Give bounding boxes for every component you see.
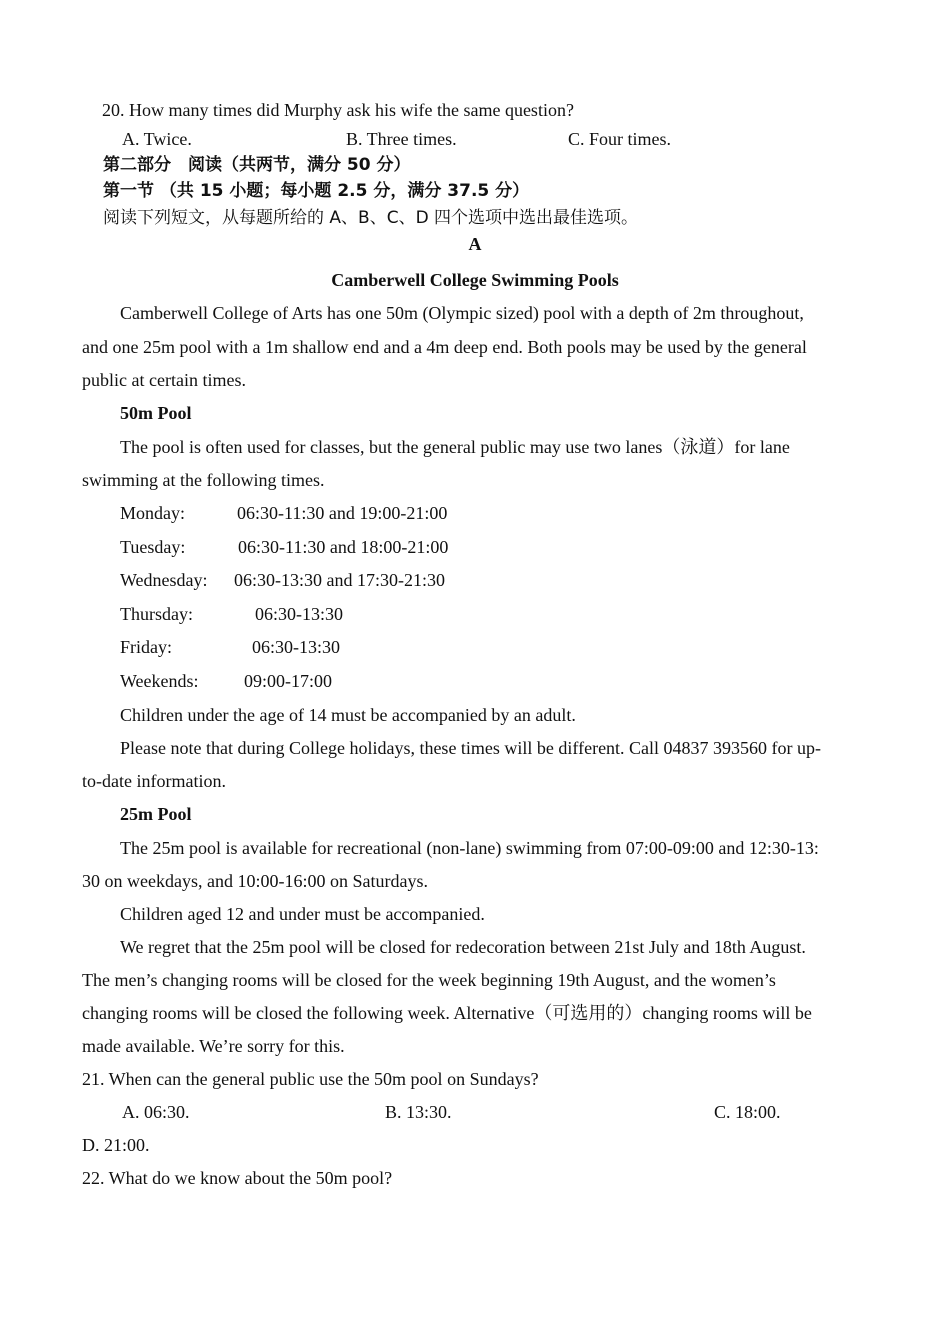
pool50-desc-line: The pool is often used for classes, but the general public may use two lanes（泳道）for lane [120, 437, 790, 457]
schedule-time: 06:30-13:30 [255, 604, 343, 624]
intro-line: and one 25m pool with a 1m shallow end and a 4m deep end. Both pools may be used by the general [82, 337, 807, 357]
q20-option-c: C. Four times. [568, 129, 672, 149]
schedule-day: Weekends: [120, 671, 199, 691]
q20-option-a: A. Twice. [122, 129, 192, 149]
schedule-time: 06:30-13:30 and 17:30-21:30 [234, 570, 445, 590]
passage-title: Camberwell College Swimming Pools [331, 270, 619, 290]
q20-stem: 20. How many times did Murphy ask his wife the same question? [102, 100, 574, 120]
closure-line: The men’s changing rooms will be closed for the week beginning 19th August, and the women’s [82, 970, 776, 990]
q22-stem: 22. What do we know about the 50m pool? [82, 1168, 393, 1188]
pool25-children-note: Children aged 12 and under must be accompanied. [120, 904, 485, 924]
schedule-day: Wednesday: [120, 570, 208, 590]
schedule-time: 06:30-13:30 [252, 637, 340, 657]
q21-option-b: B. 13:30. [385, 1102, 452, 1122]
section-instruction: 阅读下列短文，从每题所给的 A、B、C、D 四个选项中选出最佳选项。 [103, 208, 639, 228]
schedule-day: Tuesday: [120, 537, 186, 557]
closure-line: changing rooms will be closed the following week. Alternative（可选用的）changing rooms will be [82, 1003, 812, 1023]
q21-option-a: A. 06:30. [122, 1102, 190, 1122]
pool50-children-note: Children under the age of 14 must be accompanied by an adult. [120, 705, 576, 725]
pool25-desc-line: The 25m pool is available for recreational (non-lane) swimming from 07:00-09:00 and 12:30-13: [120, 838, 819, 858]
q21-stem: 21. When can the general public use the 50m pool on Sundays? [82, 1069, 539, 1089]
closure-line: made available. We’re sorry for this. [82, 1036, 345, 1056]
section1-heading: 第一节 （共 15 小题；每小题 2.5 分，满分 37.5 分） [103, 181, 530, 201]
pool25-heading: 25m Pool [120, 804, 192, 824]
closure-line: We regret that the 25m pool will be closed for redecoration between 21st July and 18th August. [120, 937, 806, 957]
pool50-holiday-note: Please note that during College holidays, these times will be different. Call 04837 393560 for up- [120, 738, 822, 758]
part2-heading: 第二部分 阅读（共两节，满分 50 分） [103, 155, 411, 175]
q20-option-b: B. Three times. [346, 129, 457, 149]
passage-letter: A [468, 234, 482, 254]
schedule-day: Thursday: [120, 604, 193, 624]
schedule-time: 06:30-11:30 and 18:00-21:00 [238, 537, 449, 557]
q21-option-d: D. 21:00. [82, 1135, 150, 1155]
schedule-time: 09:00-17:00 [244, 671, 332, 691]
schedule-day: Monday: [120, 503, 185, 523]
intro-line: Camberwell College of Arts has one 50m (Olympic sized) pool with a depth of 2m throughout, [120, 303, 804, 323]
pool25-desc-line: 30 on weekdays, and 10:00-16:00 on Saturdays. [82, 871, 428, 891]
q21-option-c: C. 18:00. [714, 1102, 781, 1122]
schedule-day: Friday: [120, 637, 172, 657]
pool50-holiday-note: to-date information. [82, 771, 226, 791]
schedule-time: 06:30-11:30 and 19:00-21:00 [237, 503, 448, 523]
pool50-desc-line: swimming at the following times. [82, 470, 325, 490]
intro-line: public at certain times. [82, 370, 246, 390]
pool50-heading: 50m Pool [120, 403, 192, 423]
